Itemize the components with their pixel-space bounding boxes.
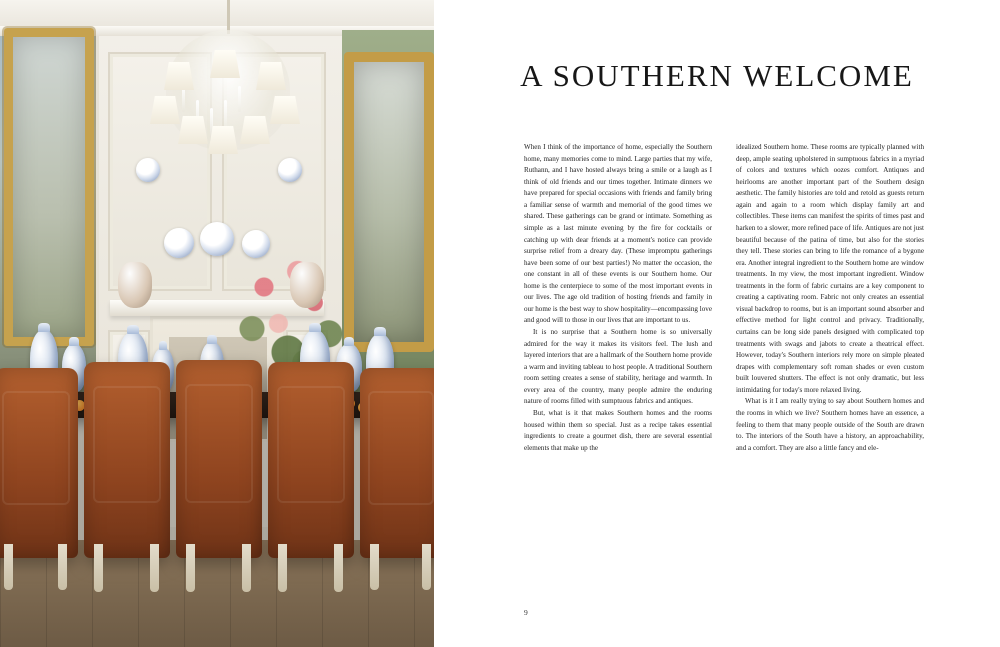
text-page xyxy=(434,0,1000,647)
dining-room-photograph xyxy=(0,0,434,647)
paragraph: idealized Southern home. These rooms are typically planned with deep, ample seating upholstered in sumptuous fabrics in a myriad of colors and textures which oozes comfort. Antiques and heirlooms are another important part of the Southern design aesthetic. The family histories are told and retold as guests return again and again to a room which display family art and collectibles. These items can manifest the spirits of times past and harken to a slower, more refined pace of life. Antiques are not just beautiful because of the patina of time, but also for the stories they tell. These stories can bring to life the romance of a bygone era. Another integral ingredient to the Southern home are window treatments. In my view, the most important ingredient. Window treatments in the form of fabric curtains are a key component to creating a captivating room. Fabric not only creates an essential visual backdrop to rooms, but is an important sound absorber and effective method for light control and privacy. Traditionally, curtains can be long side panels designed with complicated top treatments with swags and jabots to create a theatrical effect. However, today's Southern interiors rely more on simple pleated drapes with complementary soft roman shades or even custom built louvered shutters. The effect is not only dramatic, but less intimidating for today's more relaxed living. xyxy=(736,143,924,394)
decorative-plate xyxy=(278,158,302,182)
mantel-urn xyxy=(290,262,324,308)
paragraph: It is no surprise that a Southern home is so universally admired for the way it makes its visitors feel. The lush and layered interiors that are a hallmark of the Southern home provide a warm and inviting tableau to host people. A traditional Southern room setting creates a sense of stability, heritage and warmth. In every area of the country, many people admire the enduring nature of rooms filled with sumptuous fabrics and antiques. xyxy=(524,328,712,406)
body-column-left xyxy=(524,142,712,454)
page-number: 9 xyxy=(524,608,528,617)
mantel-urn xyxy=(118,262,152,308)
body-columns xyxy=(524,142,924,454)
velvet-dining-chair xyxy=(360,368,434,558)
velvet-dining-chair xyxy=(0,368,78,558)
crystal-chandelier xyxy=(148,0,308,215)
gilt-mirror-right xyxy=(344,52,434,352)
paragraph: When I think of the importance of home, especially the Southern home, many memories come to mind. Large parties that my wife, Ruthann, and I have hosted always bring a smile or a laugh as I think of old friends and our times together. Intimate dinners we have prepared for special occasions with friends and family bring a familiar sense of warmth and memorial of the good times we shared. These gatherings can be grand or intimate. Something as simple as a last minute evening by the fire for cocktails or catching up with dear friends at a moment's notice can provide surprise relief from a dreary day. (These impromptu gatherings have been some of our best parties!) No matter the occasion, the one constant in all of these events is our Southern home. Our home is the centerpiece to some of the most important events in our lives. The age old tradition of hosting friends and family in our home is the best way to show hospitality—encompassing love and good will to those in our lives that are important to us. xyxy=(524,143,712,325)
paragraph: What is it I am really trying to say about Southern homes and the rooms in which we live? Southern homes have an essence, a feeling to them that many people outside of the South are drawn to. The interiors of the South have a history, an approachability, and a comfort. They are also a little fancy and ele- xyxy=(736,397,924,452)
decorative-plate xyxy=(164,228,194,258)
paragraph: But, what is it that makes Southern homes and the rooms housed within them so special. Just as a recipe takes essential ingredients to create a gourmet dish, there are several essential elements that make up the xyxy=(524,408,712,452)
photo-page xyxy=(0,0,434,647)
velvet-dining-chair xyxy=(84,362,170,558)
body-column-right xyxy=(736,142,924,454)
page-title: A SOUTHERN WELCOME xyxy=(520,58,914,93)
velvet-dining-chair xyxy=(176,360,262,558)
decorative-plate xyxy=(136,158,160,182)
gilt-mirror-left xyxy=(4,28,94,346)
velvet-dining-chair xyxy=(268,362,354,558)
floral-arrangement xyxy=(228,248,348,378)
